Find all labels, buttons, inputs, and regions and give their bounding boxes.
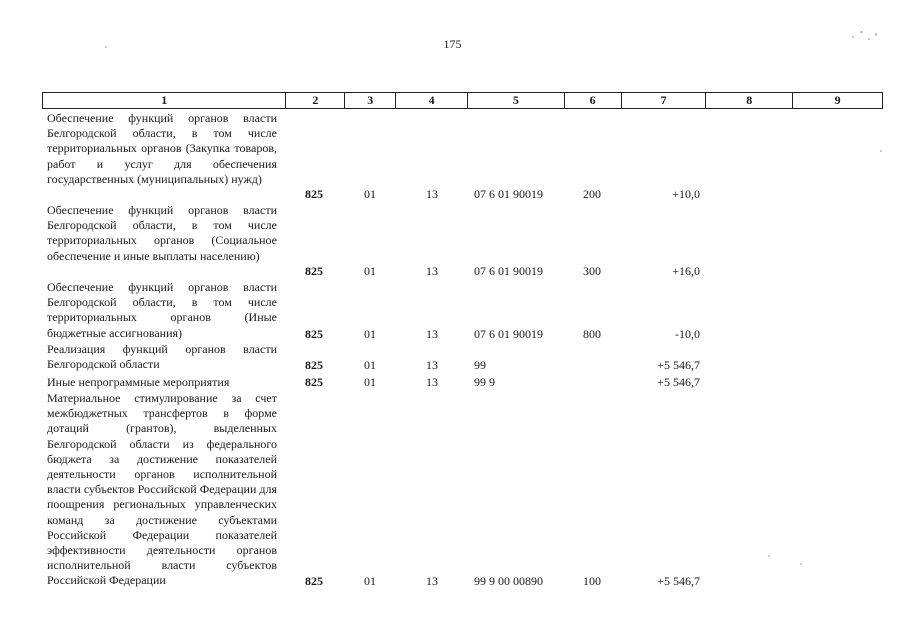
row-code: 825 [305,327,323,341]
row-subsection: 13 [426,264,438,278]
header-cell-8: 8 [706,93,793,108]
row-description: Обеспечение функций органов власти Белгородской области, в том числе территориальных органов (Иные бюджетные ассигнования) [47,280,277,340]
row-target-article: 07 6 01 90019 [474,327,543,341]
scan-speck [880,150,882,152]
row-subsection: 13 [426,187,438,201]
header-cell-6: 6 [565,93,622,108]
row-section: 01 [364,327,376,341]
scan-speck [875,33,877,36]
row-subsection: 13 [426,358,438,372]
scan-speck [868,38,870,40]
row-section: 01 [364,358,376,372]
row-amount: +16,0 [672,264,700,278]
row-description: Материальное стимулирование за счет межбюджетных трансфертов в форме дотаций (грантов), выделенных Белгородской области из федерального бюджета за достижение показателей деятельности органов исполнительной власти субъектов Российской Федерации для поощрения региональных управленческих команд за достижение субъектами Российской Федерации показателей эффективности деятельности органов исполнительной власти субъектов Российской Федерации [47,391,278,588]
scan-speck [860,31,863,33]
row-expense-type: 100 [583,574,601,588]
row-description: Обеспечение функций органов власти Белгородской области, в том числе территориальных органов (Закупка товаров, работ и услуг для обеспечения государственных (муниципальных) нужд) [47,111,277,186]
page-number: 175 [443,37,462,51]
row-expense-type: 200 [583,187,601,201]
row-amount: +5 546,7 [657,375,700,389]
row-amount: +5 546,7 [657,574,700,588]
row-subsection: 13 [426,375,438,389]
row-target-article: 07 6 01 90019 [474,187,543,201]
row-section: 01 [364,375,376,389]
scan-speck [852,36,854,38]
row-section: 01 [364,264,376,278]
row-description: Обеспечение функций органов власти Белгородской области, в том числе территориальных органов (Социальное обеспечение и иные выплаты населению) [47,203,277,263]
row-code: 825 [305,264,323,278]
scan-speck [105,46,107,48]
row-target-article: 99 9 00 00890 [474,574,543,588]
header-cell-9: 9 [834,93,841,107]
scan-speck [768,555,770,557]
row-target-article: 99 [474,358,486,372]
row-code: 825 [305,358,323,372]
row-subsection: 13 [426,574,438,588]
row-expense-type: 300 [583,264,601,278]
row-expense-type: 800 [583,327,601,341]
header-cell-2: 2 [286,93,345,108]
header-cell-1: 1 [43,93,286,108]
row-description: Реализация функций органов власти Белгородской области [47,342,277,372]
row-subsection: 13 [426,327,438,341]
header-cell-3: 3 [345,93,396,108]
row-amount: -10,0 [675,327,700,341]
scan-speck [800,563,802,565]
row-target-article: 07 6 01 90019 [474,264,543,278]
header-cell-7: 7 [622,93,707,108]
row-amount: +5 546,7 [657,358,700,372]
row-section: 01 [364,574,376,588]
row-code: 825 [305,187,323,201]
header-cell-4: 4 [396,93,468,108]
row-description: Иные непрограммные мероприятия [47,375,230,389]
row-code: 825 [305,574,323,588]
row-section: 01 [364,187,376,201]
row-code: 825 [305,375,323,389]
header-cell-5: 5 [468,93,565,108]
row-target-article: 99 9 [474,375,495,389]
row-amount: +10,0 [672,187,700,201]
